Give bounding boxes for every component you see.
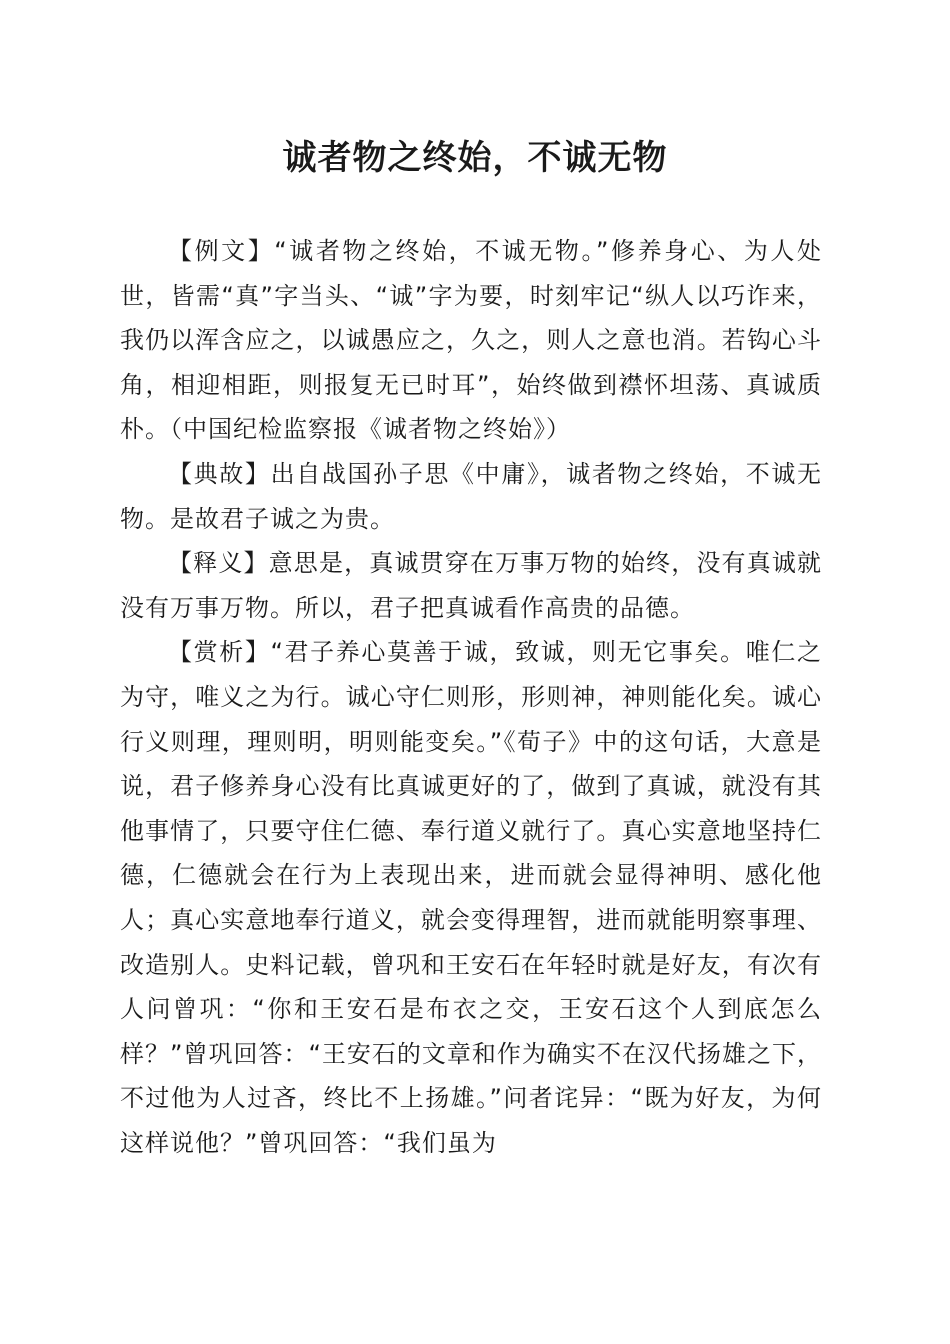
paragraph-allusion [120,452,822,541]
document-title: 诚者物之终始，不诚无物 [282,138,668,178]
paragraph-tag: 【典故】 [168,459,271,488]
paragraph-text: 出自战国孙子思《中庸》，诚者物之终始，不诚无物。是故君子诚之为贵。 [120,459,823,533]
paragraph-appreciation [120,630,822,1165]
paragraph-tag: 【赏析】 [168,638,271,667]
document-body [120,229,822,1165]
paragraph-text: 意思是，真诚贯穿在万事万物的始终，没有真诚就没有万事万物。所以，君子把真诚看作高贵的品德。 [120,549,822,622]
paragraph-text: “君子养心莫善于诚，致诚，则无它事矣。唯仁之为守，唯义之为行。诚心守仁则形，形则神，神则能化矣。诚心行义则理，理则明，明则能变矣。”《荀子》中的这句话，大意是说，君子修养身心没有比真诚更好的了，做到了真诚，就没有其他事情了，只要守住仁德、奉行道义就行了。真心实意地坚持仁德，仁德就会在行为上表现出来，进而就会显得神明、感化他人；真心实意地奉行道义，就会变得理智，进而就能明察事理、改造别人。史料记载，曾巩和王安石在年轻时就是好友，有次有人问曾巩：“你和王安石是布衣之交，王安石这个人到底怎么样？”曾巩回答：“王安石的文章和作为确实不在汉代扬雄之下，不过他为人过吝，终比不上扬雄。”问者诧异：“既为好友，为何这样说他？”曾巩回答：“我们虽为 [120,638,823,1157]
paragraph-text: “诚者物之终始，不诚无物。”修养身心、为人处世，皆需“真”字当头、“诚”字为要，时刻牢记“纵人以巧诈来，我仍以浑含应之，以诚愚应之，久之，则人之意也消。若钩心斗角，相迎相距，则报复无已时耳”，始终做到襟怀坦荡、真诚质朴。（中国纪检监察报《诚者物之终始》） [120,237,822,444]
paragraph-example [120,229,822,452]
paragraph-tag: 【例文】 [168,237,275,265]
paragraph-tag: 【释义】 [168,549,269,578]
paragraph-meaning [120,541,822,630]
